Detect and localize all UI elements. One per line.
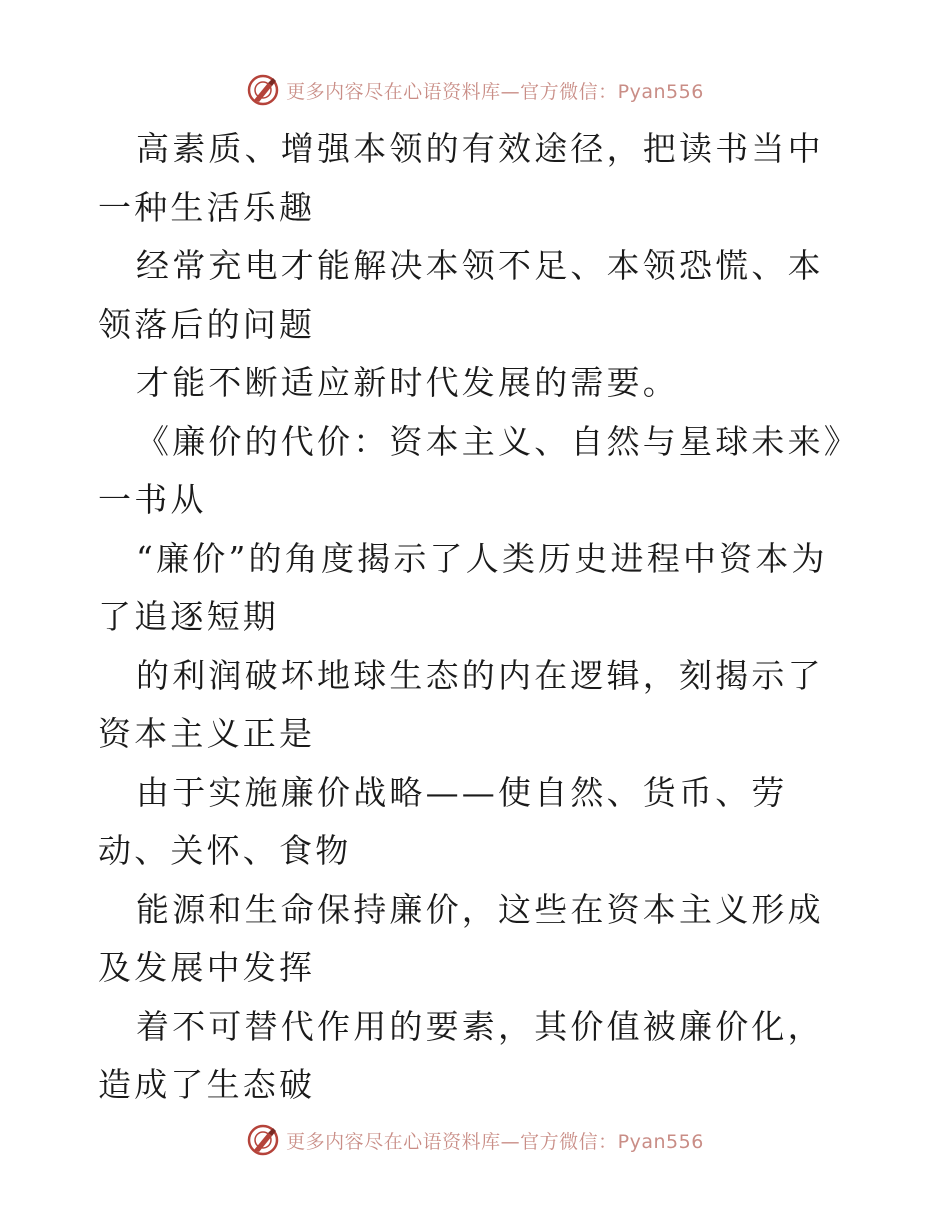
paragraph: 由于实施廉价战略——使自然、货币、劳动、关怀、食物	[98, 772, 788, 870]
paragraph: 经常充电才能解决本领不足、本领恐慌、本领落后的问题	[98, 246, 824, 344]
document-body	[98, 120, 858, 1115]
watermark-text: 更多内容尽在心语资料库—官方微信：Pyan556	[286, 80, 704, 103]
paragraph: 高素质、增强本领的有效途径，把读书当中一种生活乐趣	[98, 129, 824, 227]
paragraph: 《廉价的代价：资本主义、自然与星球未来》一书从	[98, 421, 844, 519]
paragraph: 着不可替代作用的要素，其价值被廉价化，造成了生态破	[98, 1006, 824, 1104]
paragraph: 的利润破坏地球生态的内在逻辑，刻揭示了资本主义正是	[98, 655, 824, 753]
paragraph: 能源和生命保持廉价，这些在资本主义形成及发展中发挥	[98, 889, 824, 987]
pen-logo-icon	[246, 73, 280, 107]
paragraph: “廉价”的角度揭示了人类历史进程中资本为了追逐短期	[98, 538, 828, 636]
paragraph: 才能不断适应新时代发展的需要。	[136, 363, 679, 402]
footer-watermark	[0, 1120, 950, 1160]
header-watermark	[0, 70, 950, 110]
watermark-text: 更多内容尽在心语资料库—官方微信：Pyan556	[286, 1130, 704, 1153]
pen-logo-icon	[246, 1123, 280, 1157]
